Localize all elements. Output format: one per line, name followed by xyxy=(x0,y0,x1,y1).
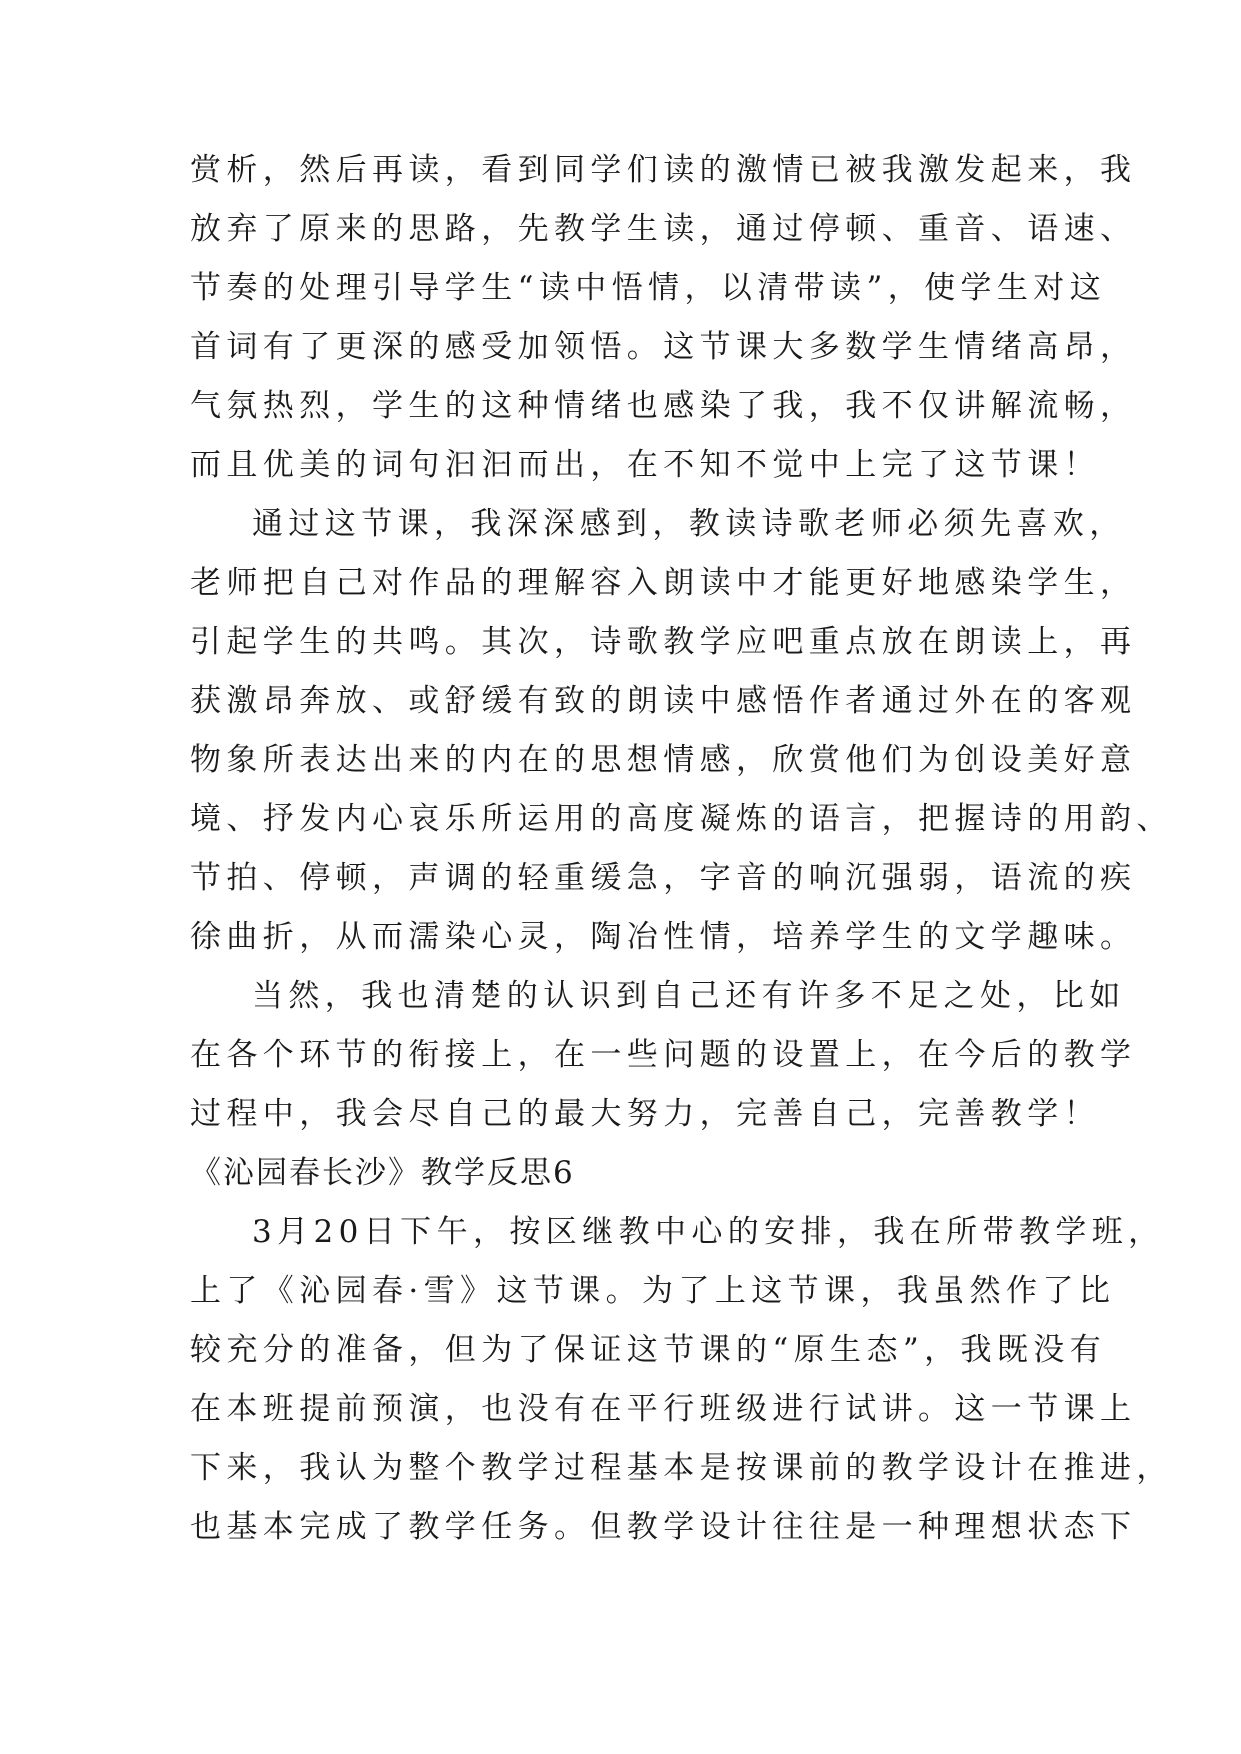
text-line: 而且优美的词句汩汩而出，在不知不觉中上完了这节课！ xyxy=(190,447,1100,483)
text-line: 节奏的处理引导学生“读中悟情，以清带读”，使学生对这 xyxy=(190,270,1107,306)
text-line: 放弃了原来的思路，先教学生读，通过停顿、重音、语速、 xyxy=(190,211,1137,247)
text-line: 在本班提前预演，也没有在平行班级进行试讲。这一节课上 xyxy=(190,1391,1137,1427)
text-line: 境、抒发内心哀乐所运用的高度凝炼的语言，把握诗的用韵、 xyxy=(190,801,1173,837)
text-line: 徐曲折，从而濡染心灵，陶冶性情，培养学生的文学趣味。 xyxy=(190,919,1137,955)
text-line: 也基本完成了教学任务。但教学设计往往是一种理想状态下 xyxy=(190,1509,1137,1545)
text-line: 较充分的准备，但为了保证这节课的“原生态”，我既没有 xyxy=(190,1332,1107,1368)
text-line: 上了《沁园春·雪》这节课。为了上这节课，我虽然作了比 xyxy=(190,1273,1116,1309)
paragraph-first-line: 3月20日下午，按区继教中心的安排，我在所带教学班， xyxy=(252,1214,1165,1250)
text-line: 气氛热烈，学生的这种情绪也感染了我，我不仅讲解流畅， xyxy=(190,388,1137,424)
text-line: 下来，我认为整个教学过程基本是按课前的教学设计在推进， xyxy=(190,1450,1173,1486)
text-line: 引起学生的共鸣。其次，诗歌教学应吧重点放在朗读上，再 xyxy=(190,624,1137,660)
section-heading: 《沁园春长沙》教学反思6 xyxy=(190,1155,575,1191)
text-line: 节拍、停顿，声调的轻重缓急，字音的响沉强弱，语流的疾 xyxy=(190,860,1137,896)
text-line: 在各个环节的衔接上，在一些问题的设置上，在今后的教学 xyxy=(190,1037,1137,1073)
text-line: 赏析，然后再读，看到同学们读的激情已被我激发起来，我 xyxy=(190,152,1137,188)
text-line: 过程中，我会尽自己的最大努力，完善自己，完善教学！ xyxy=(190,1096,1100,1132)
paragraph-first-line: 通过这节课，我深深感到，教读诗歌老师必须先喜欢， xyxy=(252,506,1126,542)
text-line: 首词有了更深的感受加领悟。这节课大多数学生情绪高昂， xyxy=(190,329,1137,365)
text-line: 老师把自己对作品的理解容入朗读中才能更好地感染学生， xyxy=(190,565,1137,601)
text-line: 物象所表达出来的内在的思想情感，欣赏他们为创设美好意 xyxy=(190,742,1137,778)
text-line: 获激昂奔放、或舒缓有致的朗读中感悟作者通过外在的客观 xyxy=(190,683,1137,719)
paragraph-first-line: 当然，我也清楚的认识到自己还有许多不足之处，比如 xyxy=(252,978,1126,1014)
